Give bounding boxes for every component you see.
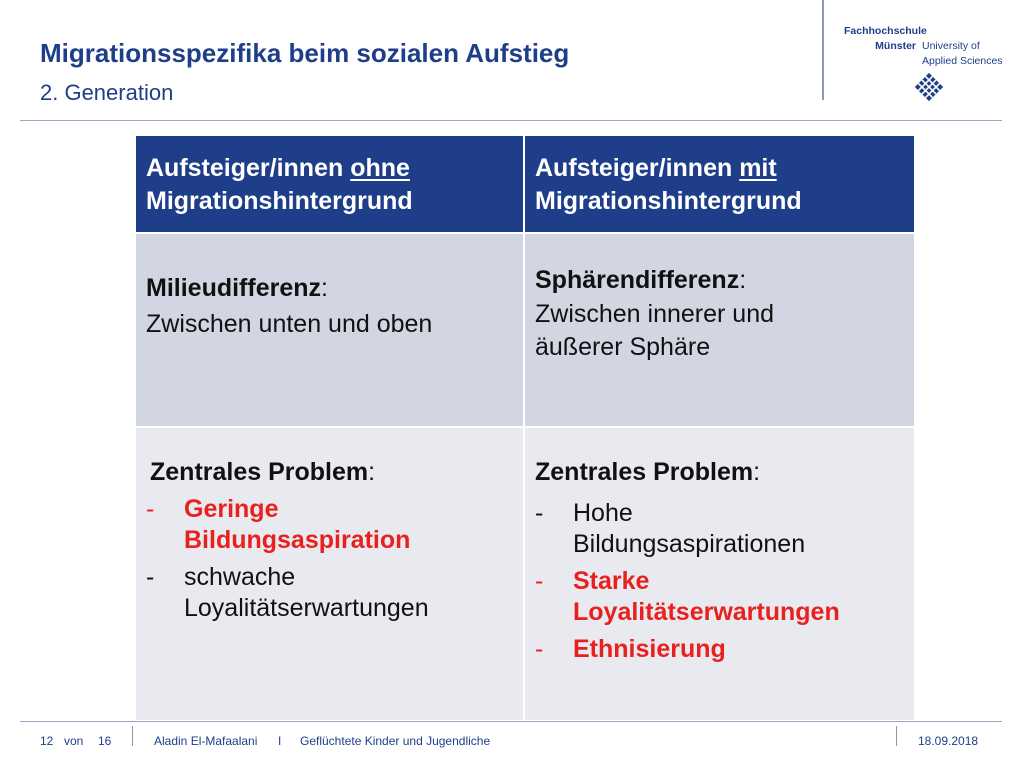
header-prefix: Aufsteiger/innen	[146, 154, 351, 182]
slide-subtitle: 2. Generation	[40, 80, 174, 105]
list-item	[146, 562, 513, 624]
footer-rule	[20, 721, 1002, 722]
table-header-with-migration	[525, 136, 914, 232]
header-underlined-word: ohne	[350, 154, 410, 182]
list-dash: -	[146, 563, 155, 591]
header-prefix: Aufsteiger/innen	[535, 154, 740, 182]
list-item-text: schwache Loyalitätserwartungen	[184, 563, 429, 622]
list-dash: -	[535, 635, 544, 663]
header-line2: Migrationshintergrund	[146, 187, 413, 215]
page-number: 12	[40, 734, 54, 748]
cell-problem-with-migration	[525, 428, 914, 720]
list-dash: -	[146, 495, 155, 523]
list-dash: -	[535, 499, 544, 527]
header-rule	[20, 120, 1002, 121]
footer-separator: I	[278, 734, 282, 748]
list-item	[146, 494, 513, 556]
list-item-text: Ethnisierung	[573, 635, 726, 663]
page-of-label: von	[64, 734, 84, 748]
colon: :	[739, 266, 747, 294]
list-item	[535, 566, 904, 628]
footer-divider	[896, 726, 897, 746]
cell-problem-without-migration	[136, 428, 523, 720]
university-logo-icon	[914, 72, 944, 102]
logo-text-university-of: University of	[922, 40, 980, 52]
footer-divider	[132, 726, 133, 746]
footer-author: Aladin El-Mafaalani	[154, 734, 258, 748]
problem-list	[535, 498, 904, 665]
logo-text-muenster: Münster	[875, 40, 916, 52]
header-line2: Migrationshintergrund	[535, 187, 802, 215]
list-item-text: Starke Loyalitätserwartungen	[573, 567, 840, 626]
problem-label: Zentrales Problem	[150, 458, 369, 486]
header-divider	[822, 0, 824, 100]
problem-list	[146, 494, 513, 624]
header-underlined-word: mit	[739, 154, 777, 182]
colon: :	[753, 458, 761, 486]
diff-text: Zwischen unten und oben	[146, 310, 433, 338]
comparison-table	[136, 136, 914, 720]
colon: :	[321, 274, 328, 302]
university-logo	[844, 24, 1003, 69]
list-dash: -	[535, 567, 544, 595]
footer-topic: Geflüchtete Kinder und Jugendliche	[300, 734, 491, 748]
slide-title: Migrationsspezifika beim sozialen Aufstieg	[40, 38, 570, 68]
problem-label: Zentrales Problem	[535, 458, 754, 486]
colon: :	[368, 458, 376, 486]
table-header-without-migration	[136, 136, 523, 232]
logo-text-applied-sciences: Applied Sciences	[922, 55, 1003, 67]
cell-sphaerendifferenz	[525, 234, 914, 426]
list-item	[535, 634, 904, 665]
cell-milieudifferenz	[136, 234, 523, 426]
footer-date: 18.09.2018	[918, 734, 979, 748]
diff-label: Sphärendifferenz	[535, 266, 740, 294]
page-total: 16	[98, 734, 112, 748]
list-item-text: Geringe Bildungsaspiration	[184, 495, 411, 554]
list-item	[535, 498, 904, 560]
diff-label: Milieudifferenz	[146, 274, 322, 302]
diff-text: Zwischen innerer und äußerer Sphäre	[535, 300, 775, 361]
logo-text-fachhochschule: Fachhochschule	[844, 25, 927, 37]
list-item-text: Hohe Bildungsaspirationen	[573, 499, 806, 558]
